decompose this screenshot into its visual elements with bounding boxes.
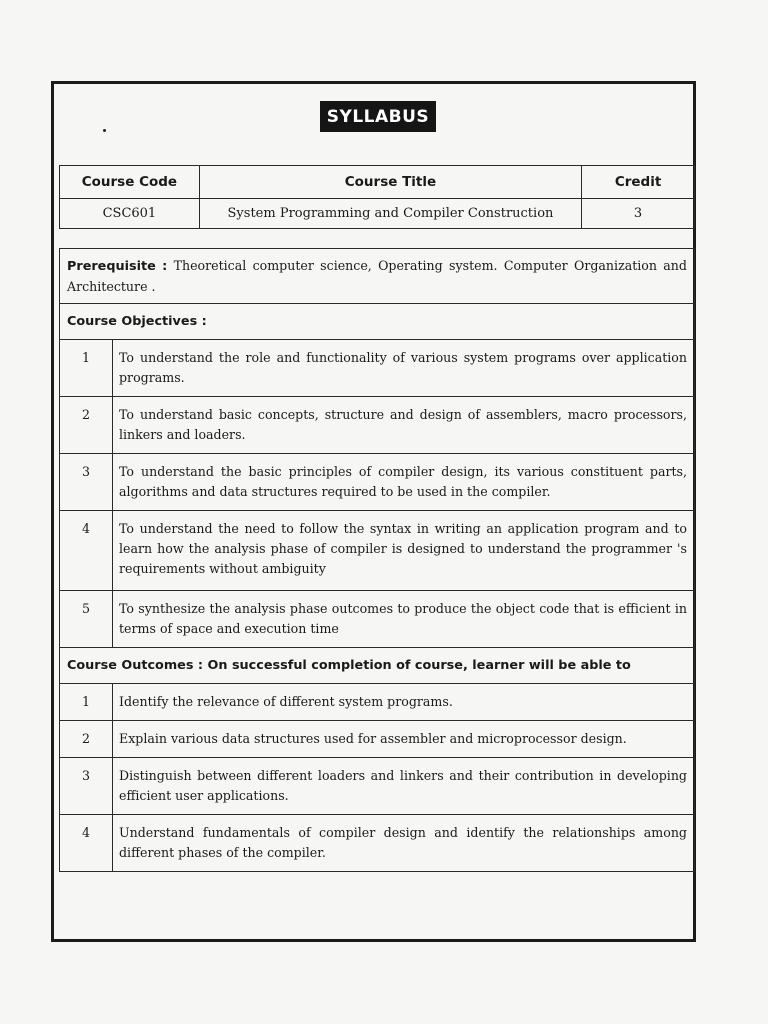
objective-number: 2 (60, 397, 113, 454)
prerequisite-cell (60, 249, 695, 304)
outcome-text: Distinguish between different loaders and linkers and their contribution in developing efficient user applications. (113, 758, 695, 815)
course-code-header: Course Code (60, 166, 200, 199)
objective-row (60, 340, 695, 397)
objective-number: 1 (60, 340, 113, 397)
objectives-heading-row (60, 304, 695, 340)
credit-header: Credit (582, 166, 695, 199)
prerequisite-label: Prerequisite (67, 259, 156, 274)
objective-row (60, 511, 695, 591)
prerequisite-text: Theoretical computer science, Operating system. Computer Organization and Architecture . (67, 258, 687, 294)
objective-number: 3 (60, 454, 113, 511)
course-code-value: CSC601 (60, 199, 200, 229)
outcome-text: Identify the relevance of different system programs. (113, 684, 695, 721)
outcome-text: Understand fundamentals of compiler design and identify the relationships among different phases of the compiler. (113, 815, 695, 872)
course-header-row (60, 166, 695, 199)
syllabus-details-table (59, 248, 695, 872)
objective-text: To synthesize the analysis phase outcomes to produce the object code that is efficient in terms of space and execution time (113, 591, 695, 648)
ink-dot (103, 129, 106, 132)
outcome-row (60, 758, 695, 815)
course-title-value: System Programming and Compiler Construction (199, 199, 581, 229)
outcomes-heading-row (60, 648, 695, 684)
objective-text: To understand basic concepts, structure and design of assemblers, macro processors, linkers and loaders. (113, 397, 695, 454)
objective-row (60, 591, 695, 648)
outcomes-heading: Course Outcomes : On successful completion of course, learner will be able to (60, 648, 695, 684)
objective-text: To understand the basic principles of compiler design, its various constituent parts, algorithms and data structures required to be used in the compiler. (113, 454, 695, 511)
prerequisite-separator: : (162, 259, 168, 274)
outcome-number: 4 (60, 815, 113, 872)
outcome-number: 2 (60, 721, 113, 758)
course-title-header: Course Title (199, 166, 581, 199)
syllabus-banner: SYLLABUS (320, 101, 436, 132)
outcome-number: 1 (60, 684, 113, 721)
objective-number: 4 (60, 511, 113, 591)
outcome-number: 3 (60, 758, 113, 815)
objective-row (60, 454, 695, 511)
outcome-row (60, 721, 695, 758)
objective-text: To understand the need to follow the syntax in writing an application program and to learn how the analysis phase of compiler is designed to understand the programmer 's requirements without ambiguity (113, 511, 695, 591)
objective-text: To understand the role and functionality of various system programs over application programs. (113, 340, 695, 397)
course-value-row (60, 199, 695, 229)
outcome-text: Explain various data structures used for assembler and microprocessor design. (113, 721, 695, 758)
course-info-table (59, 165, 695, 229)
credit-value: 3 (582, 199, 695, 229)
objective-row (60, 397, 695, 454)
outcome-row (60, 815, 695, 872)
objectives-heading: Course Objectives : (60, 304, 695, 340)
prerequisite-row (60, 249, 695, 304)
objective-number: 5 (60, 591, 113, 648)
outcome-row (60, 684, 695, 721)
